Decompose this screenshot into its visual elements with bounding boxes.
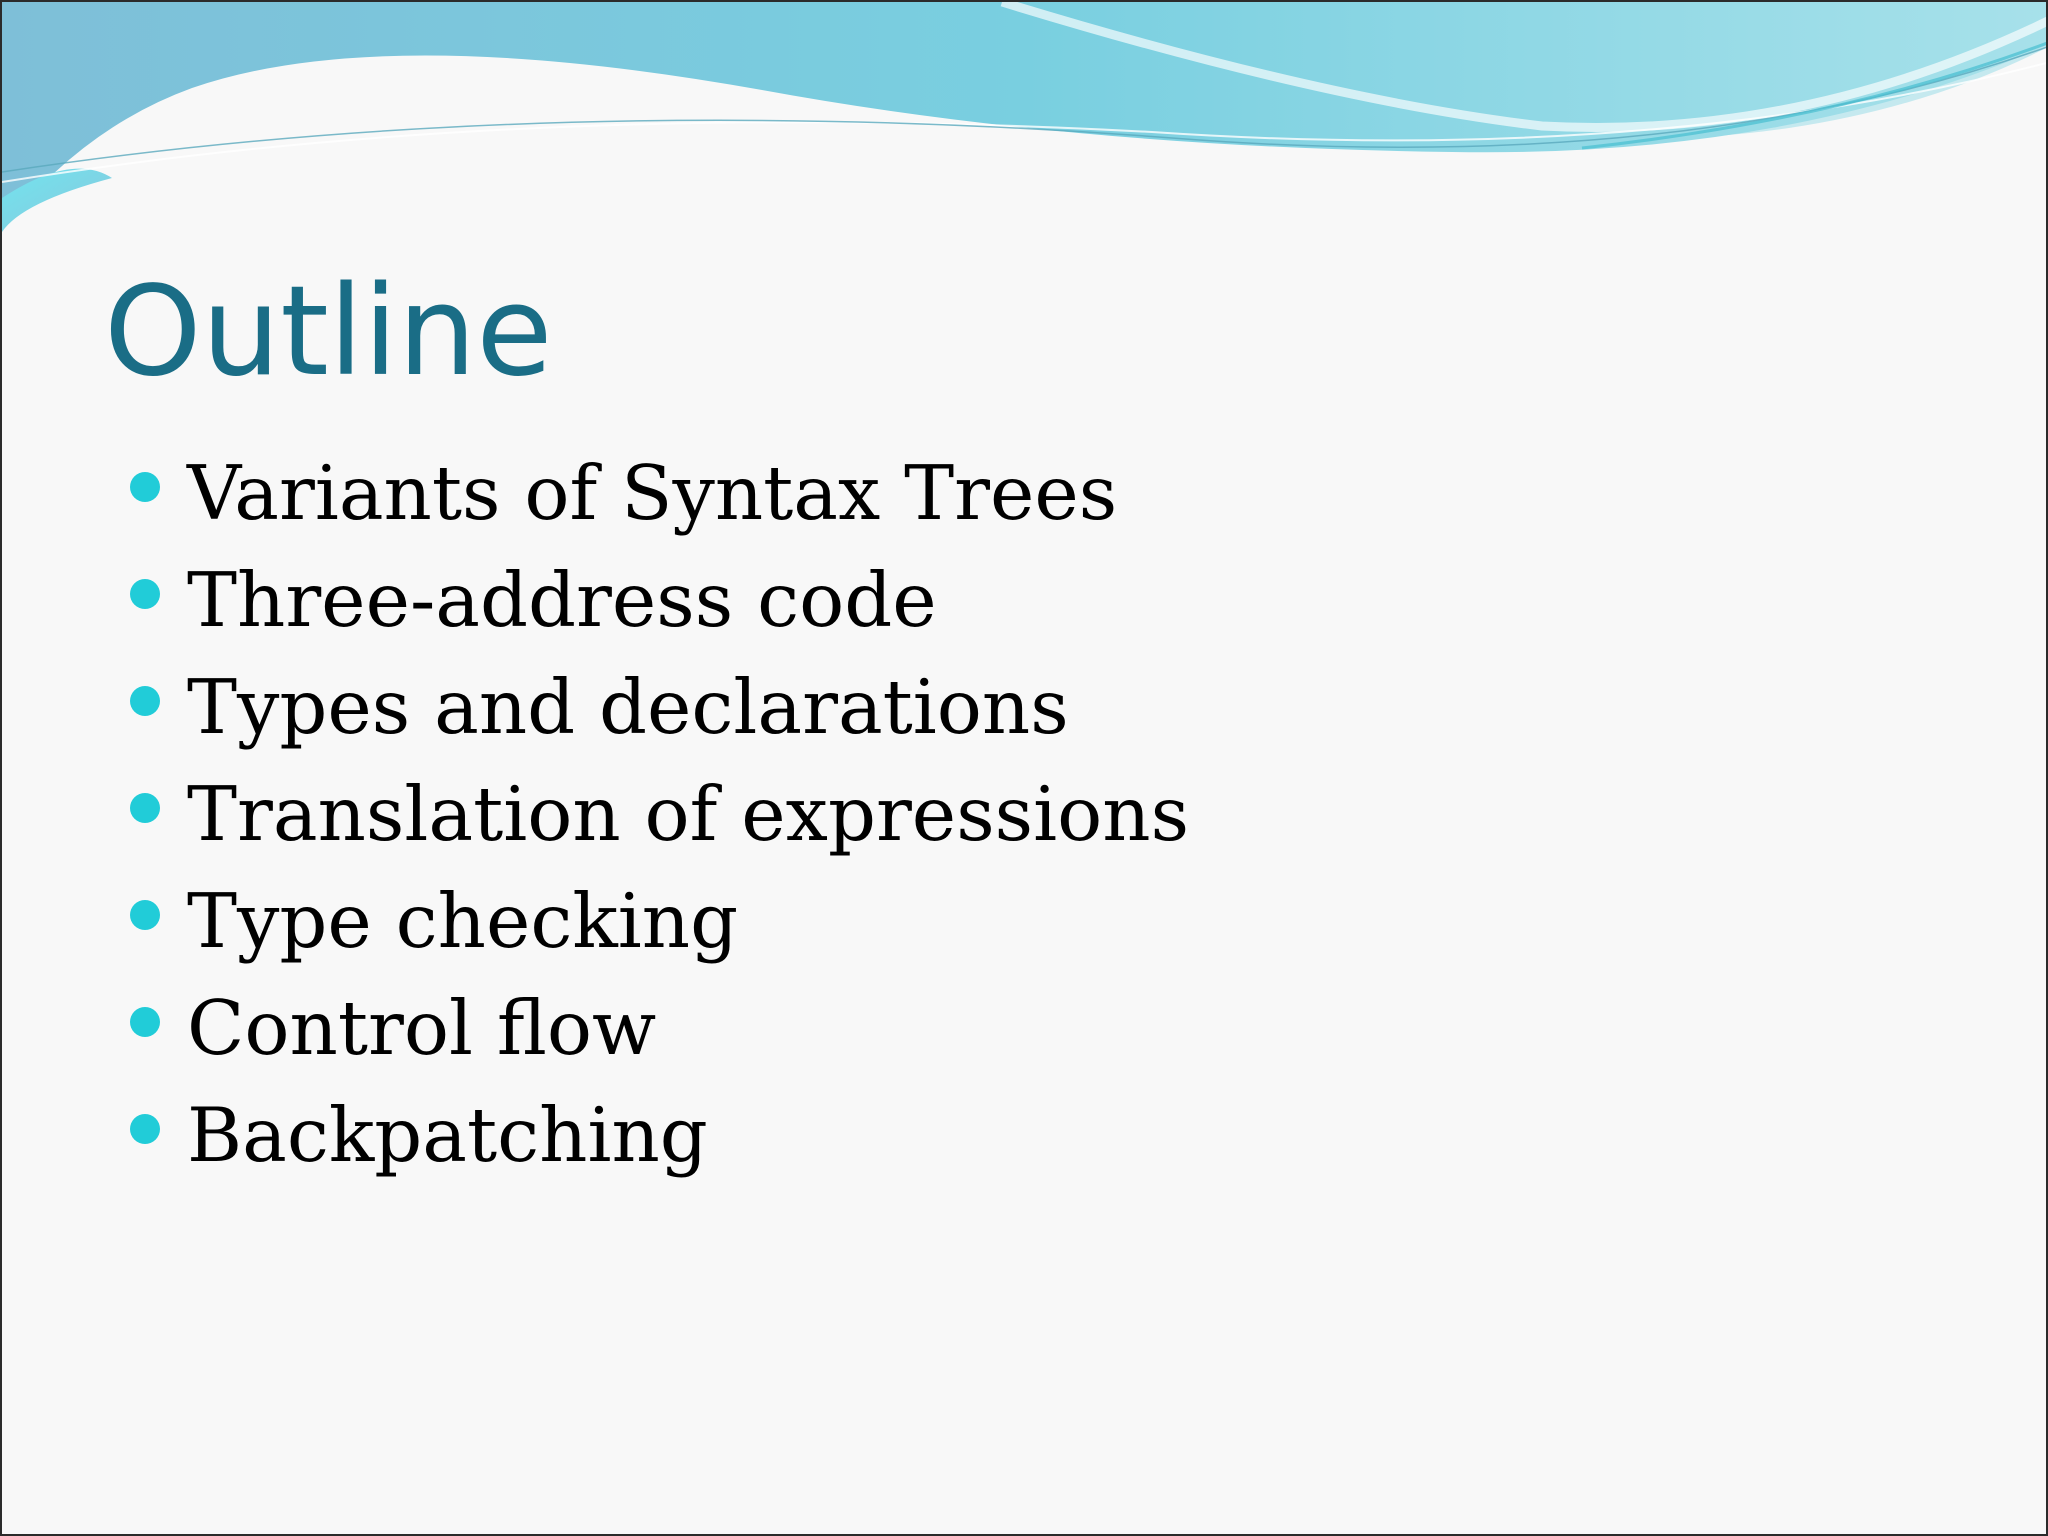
bullet-dot-icon: [130, 1007, 160, 1037]
bullet-dot-icon: [130, 472, 160, 502]
outline-item-text: Type checking: [187, 877, 739, 965]
outline-item-text: Variants of Syntax Trees: [187, 449, 1118, 537]
outline-item-text: Control flow: [187, 984, 657, 1072]
header-wave-graphic: [2, 2, 2048, 242]
outline-item-text: Backpatching: [187, 1091, 708, 1179]
bullet-dot-icon: [130, 793, 160, 823]
outline-item-text: Three-address code: [187, 556, 937, 644]
slide-title: Outline: [104, 260, 553, 404]
bullet-dot-icon: [130, 1114, 160, 1144]
bullet-dot-icon: [130, 900, 160, 930]
outline-item-text: Types and declarations: [187, 663, 1069, 751]
bullet-dot-icon: [130, 686, 160, 716]
outline-item-text: Translation of expressions: [187, 770, 1190, 858]
bullet-dot-icon: [130, 579, 160, 609]
